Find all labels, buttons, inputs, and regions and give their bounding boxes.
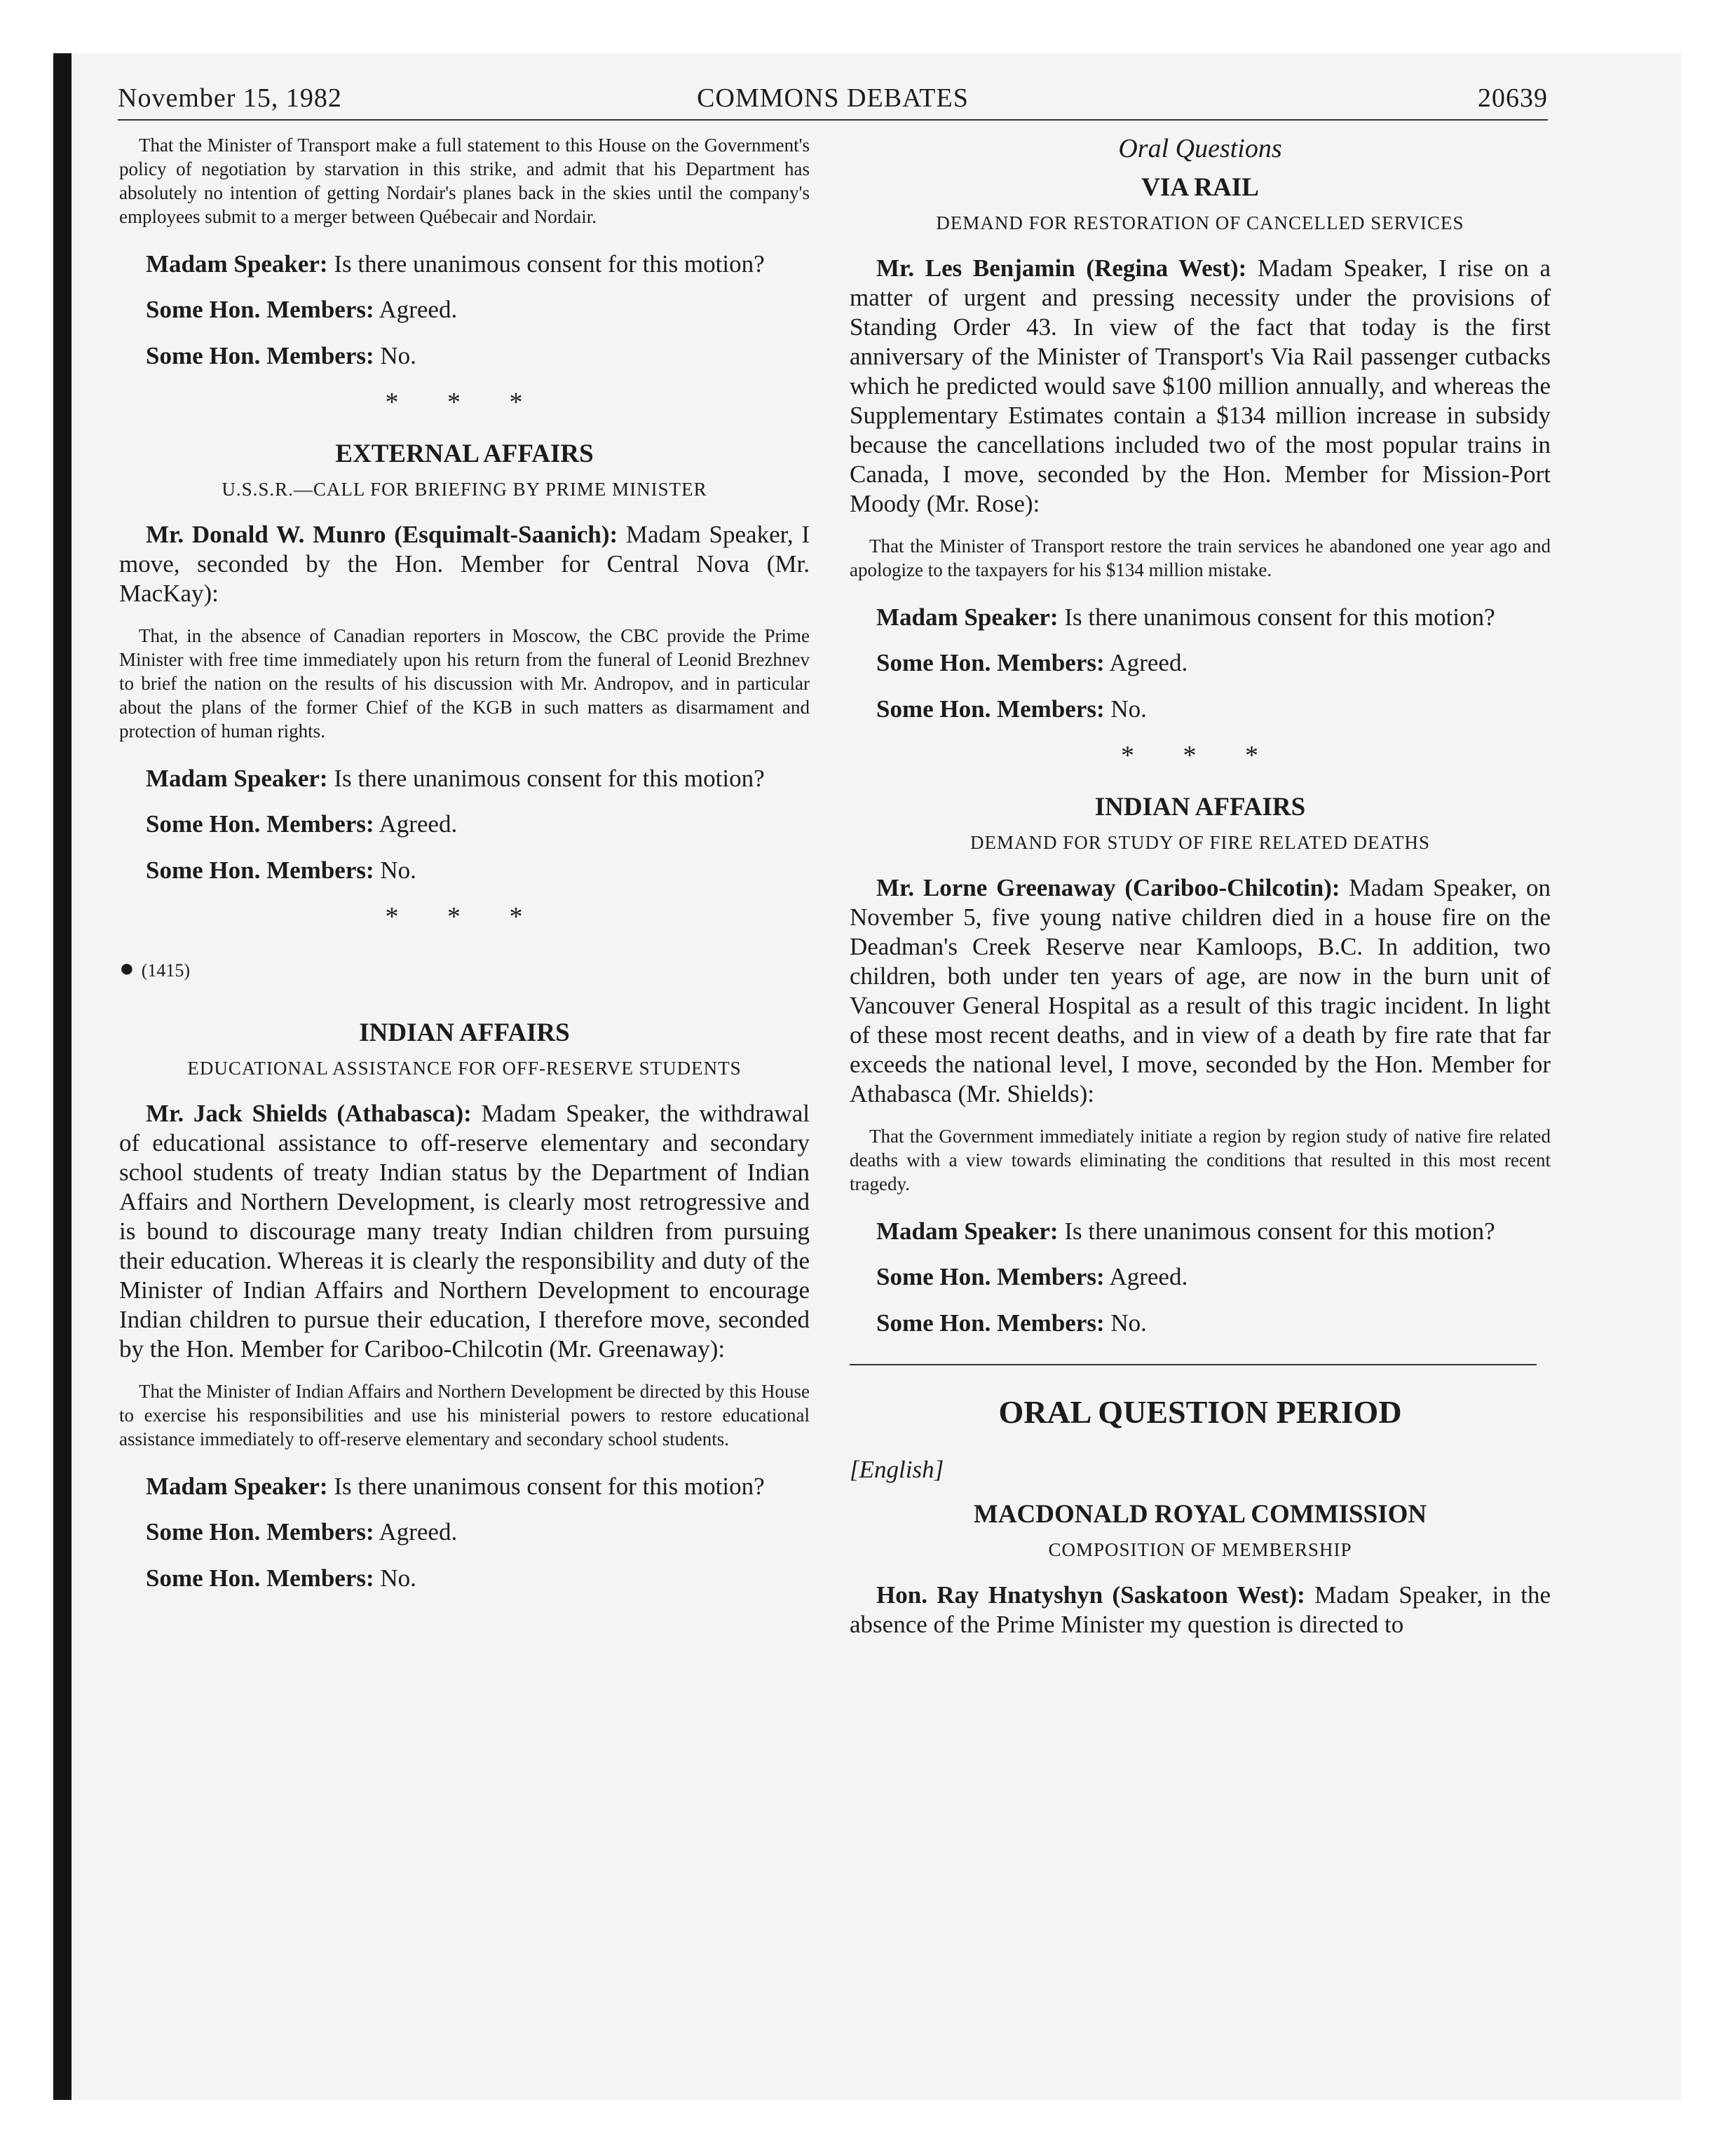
heading-indian-affairs: INDIAN AFFAIRS bbox=[359, 1018, 570, 1047]
section-divider bbox=[850, 1364, 1537, 1365]
oral-questions-title: Oral Questions bbox=[1118, 134, 1282, 163]
speaker-question bbox=[850, 1217, 1551, 1246]
members-agreed bbox=[850, 1262, 1551, 1292]
agreed-text: Agreed. bbox=[379, 1518, 458, 1546]
heading-macdonald-commission: MACDONALD ROYAL COMMISSION bbox=[973, 1500, 1427, 1529]
members-label: Some Hon. Members: bbox=[876, 1309, 1105, 1337]
section-separator: * * * bbox=[385, 902, 544, 932]
members-label: Some Hon. Members: bbox=[146, 1518, 374, 1546]
no-text: No. bbox=[380, 1564, 416, 1592]
header-title: COMMONS DEBATES bbox=[697, 83, 969, 113]
members-agreed bbox=[119, 1517, 810, 1548]
motion-cbc: That, in the absence of Canadian reporters in Moscow, the CBC provide the Prime Minister with free time immediately upon his return from the funeral of Leonid Brezhnev to brief the nation on the results of his discussion with Mr. Andropov, and in particular about the plans of the former Chief of the KGB in such matters as disarmament and protection of human rights. bbox=[119, 625, 810, 742]
members-label: Some Hon. Members: bbox=[146, 342, 374, 369]
left-column bbox=[119, 133, 810, 1609]
shields-text: Madam Speaker, the withdrawal of educational assistance to off-reserve elementary and secondary school students of treaty Indian status by the Department of Indian Affairs and Northern Development, is clearly most retrogressive and is bound to discourage many treaty Indian children from pursuing their education. Whereas it is clearly the responsibility and duty of the Minister of Indian Affairs and Northern Development to encourage Indian children to pursue their education, I therefore move, seconded by the Hon. Member for Cariboo-Chilcotin (Mr. Greenaway): bbox=[119, 1100, 810, 1363]
agreed-text: Agreed. bbox=[1109, 1263, 1188, 1290]
greenaway-text: Madam Speaker, on November 5, five young native children died in a house fire on the Deadman's Creek Reserve near Kamloops, B.C. In addition, two children, both under ten years of age, are now in the burn unit of Vancouver General Hospital as a result of this tragic incident. In light of these most recent deaths, and in view of a death by fire rate that far exceeds the national level, I move, seconded by the Hon. Member for Athabasca (Mr. Shields): bbox=[850, 874, 1551, 1107]
members-label: Some Hon. Members: bbox=[146, 810, 374, 838]
members-label: Some Hon. Members: bbox=[146, 857, 374, 884]
members-agreed bbox=[119, 294, 810, 325]
members-no bbox=[119, 1563, 810, 1594]
members-no bbox=[119, 855, 810, 886]
agreed-text: Agreed. bbox=[1109, 649, 1188, 676]
speaker-name: Madam Speaker: bbox=[876, 1217, 1059, 1245]
no-text: No. bbox=[380, 857, 416, 884]
speaker-question bbox=[119, 1472, 810, 1501]
subheading-fire: DEMAND FOR STUDY OF FIRE RELATED DEATHS bbox=[969, 832, 1431, 853]
hnatyshyn-text: Madam Speaker, in the absence of the Prime Minister my question is directed to bbox=[850, 1581, 1551, 1638]
time-marker bbox=[119, 953, 810, 983]
agreed-text: Agreed. bbox=[379, 810, 458, 838]
language-tag: [English] bbox=[850, 1456, 944, 1483]
speaker-question bbox=[119, 250, 810, 279]
header-page-number: 20639 bbox=[1478, 83, 1548, 113]
greenaway-speech bbox=[850, 873, 1551, 1109]
members-agreed bbox=[119, 809, 810, 840]
speaker-name: Madam Speaker: bbox=[146, 1473, 328, 1500]
munro-speaker: Mr. Donald W. Munro (Esquimalt-Saanich): bbox=[146, 521, 618, 548]
members-agreed bbox=[850, 648, 1551, 678]
section-separator: * * * bbox=[1121, 741, 1279, 770]
subheading-via: DEMAND FOR RESTORATION OF CANCELLED SERVICES bbox=[936, 212, 1464, 233]
header-date: November 15, 1982 bbox=[118, 83, 342, 113]
shields-speaker: Mr. Jack Shields (Athabasca): bbox=[146, 1100, 472, 1127]
bullet-icon: ● bbox=[119, 954, 135, 982]
benjamin-text: Madam Speaker, I rise on a matter of urgent and pressing necessity under the provisions of Standing Order 43. In view of the fact that today is the first anniversary of the Minister of Transport's Via Rail passenger cutbacks which he predicted would save $100 million annually, and whereas the Supplementary Estimates contain a $134 million increase in subsidy because the cancellations included two of the most popular trains in Canada, I move, seconded by the Hon. Member for Mission-Port Moody (Mr. Rose): bbox=[850, 254, 1551, 517]
page-header bbox=[118, 83, 1548, 121]
heading-via-rail: VIA RAIL bbox=[1141, 173, 1259, 202]
no-text: No. bbox=[1110, 695, 1147, 723]
greenaway-speaker: Mr. Lorne Greenaway (Cariboo-Chilcotin): bbox=[876, 874, 1340, 901]
no-text: No. bbox=[1110, 1309, 1147, 1337]
time-marker-text: (1415) bbox=[141, 960, 191, 981]
consent-question: Is there unanimous consent for this motion? bbox=[334, 1473, 765, 1500]
section-separator: * * * bbox=[385, 388, 544, 417]
benjamin-speaker: Mr. Les Benjamin (Regina West): bbox=[876, 254, 1247, 282]
hnatyshyn-speaker: Hon. Ray Hnatyshyn (Saskatoon West): bbox=[876, 1581, 1305, 1609]
speaker-name: Madam Speaker: bbox=[146, 765, 328, 792]
heading-indian-affairs: INDIAN AFFAIRS bbox=[1094, 793, 1306, 821]
members-label: Some Hon. Members: bbox=[146, 296, 374, 323]
agreed-text: Agreed. bbox=[379, 296, 458, 323]
members-no bbox=[119, 341, 810, 371]
speaker-question bbox=[119, 764, 810, 793]
shields-speech bbox=[119, 1099, 810, 1364]
consent-question: Is there unanimous consent for this motion? bbox=[334, 765, 765, 792]
members-label: Some Hon. Members: bbox=[876, 649, 1105, 676]
subheading-education: EDUCATIONAL ASSISTANCE FOR OFF-RESERVE STUDENTS bbox=[187, 1058, 742, 1079]
speaker-question bbox=[850, 603, 1551, 632]
motion-transport: That the Minister of Transport make a full statement to this House on the Government's policy of negotiation by starvation in this strike, and admit that his Department has absolutely no intention of getting Nordair's planes back in the skies until the company's employees submit to a merger between Québecair and Nordair. bbox=[119, 135, 810, 227]
subheading-ussr: U.S.S.R.—CALL FOR BRIEFING BY PRIME MINISTER bbox=[222, 479, 707, 500]
members-no bbox=[850, 1308, 1551, 1339]
members-label: Some Hon. Members: bbox=[876, 1263, 1105, 1290]
no-text: No. bbox=[380, 342, 416, 369]
scan-edge-bar bbox=[53, 53, 72, 2100]
heading-oral-question-period: ORAL QUESTION PERIOD bbox=[998, 1394, 1402, 1430]
munro-text: Madam Speaker, I move, seconded by the Hon. Member for Central Nova (Mr. MacKay): bbox=[119, 521, 810, 607]
consent-question: Is there unanimous consent for this motion? bbox=[334, 250, 765, 278]
heading-external-affairs: EXTERNAL AFFAIRS bbox=[335, 439, 594, 468]
members-no bbox=[850, 694, 1551, 725]
consent-question: Is there unanimous consent for this motion? bbox=[1064, 603, 1495, 631]
motion-via: That the Minister of Transport restore the train services he abandoned one year ago and apologize to the taxpayers for his $134 million mistake. bbox=[850, 535, 1551, 580]
subheading-composition: COMPOSITION OF MEMBERSHIP bbox=[1048, 1539, 1352, 1560]
speaker-name: Madam Speaker: bbox=[876, 603, 1059, 631]
motion-fire-study: That the Government immediately initiate a region by region study of native fire related deaths with a view towards eliminating the conditions that resulted in this most recent tragedy. bbox=[850, 1126, 1551, 1194]
consent-question: Is there unanimous consent for this motion? bbox=[1064, 1217, 1495, 1245]
members-label: Some Hon. Members: bbox=[876, 695, 1105, 723]
munro-speech bbox=[119, 520, 810, 608]
speaker-name: Madam Speaker: bbox=[146, 250, 328, 278]
benjamin-speech bbox=[850, 254, 1551, 519]
right-column bbox=[850, 133, 1551, 1655]
motion-education: That the Minister of Indian Affairs and Northern Development be directed by this House to exercise his responsibilities and use his ministerial powers to restore educational assistance immediately to off-reserve elementary and secondary school students. bbox=[119, 1381, 810, 1449]
members-label: Some Hon. Members: bbox=[146, 1564, 374, 1592]
hnatyshyn-speech bbox=[850, 1581, 1551, 1639]
